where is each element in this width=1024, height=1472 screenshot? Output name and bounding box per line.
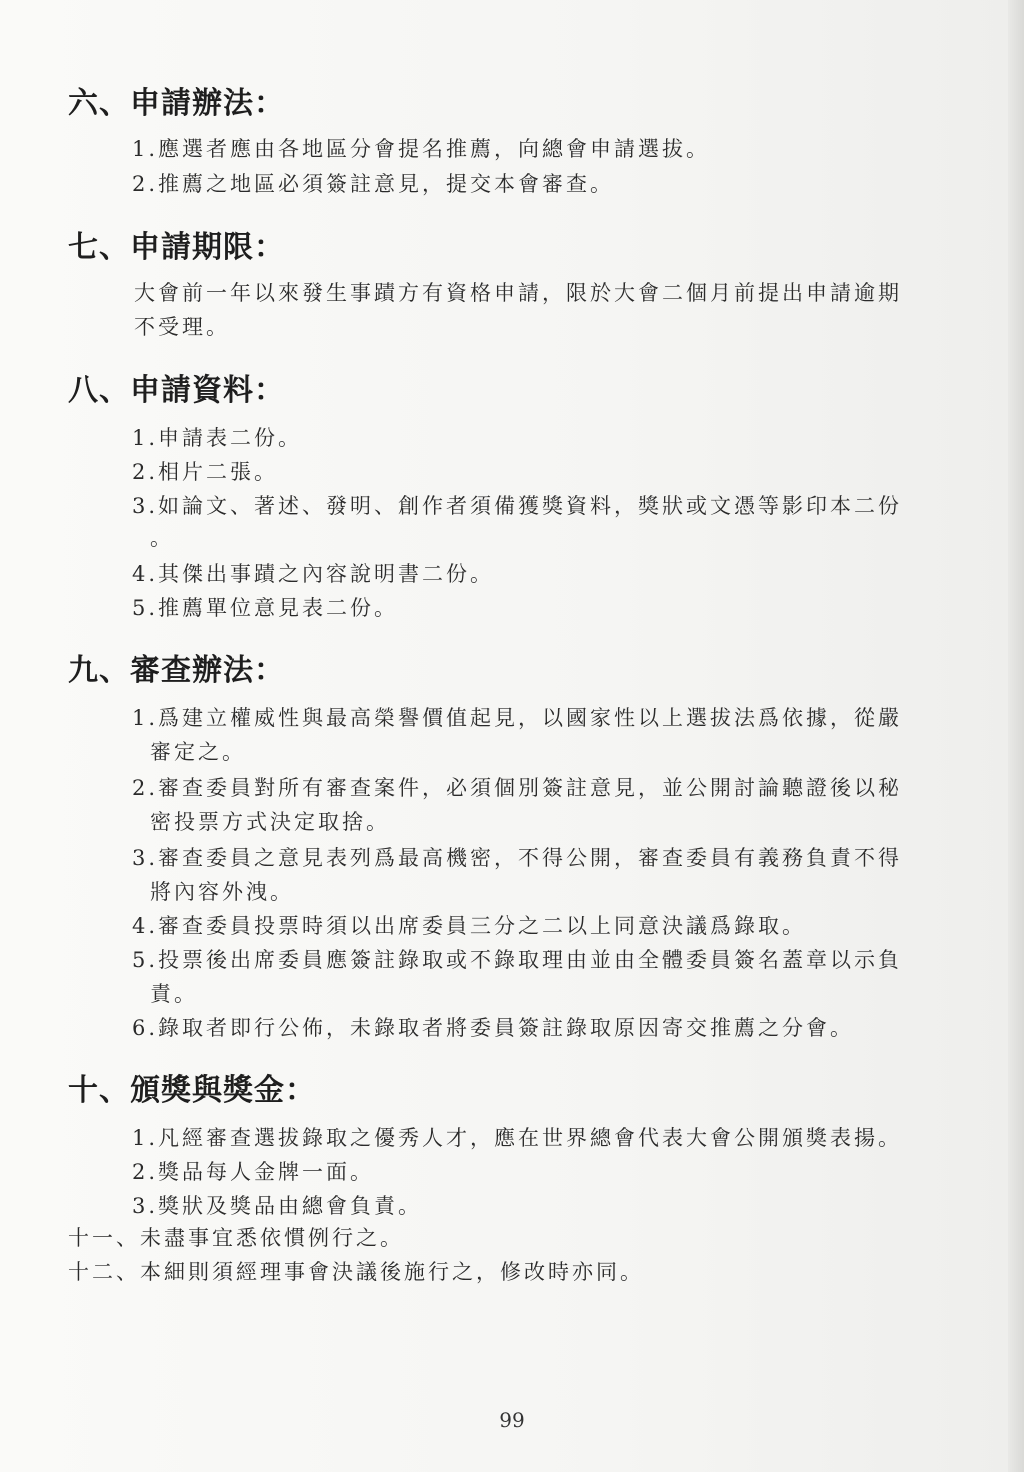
s9-item-2: 2.審查委員對所有審查案件，必須個別簽註意見，並公開討論聽證後以秘 [132,776,903,800]
s9-item-1: 1.爲建立權威性與最高榮譽價值起見，以國家性以上選拔法爲依據，從嚴 [132,706,903,730]
s9-item-3-cont: 將內容外洩。 [150,880,294,904]
s10-item-3: 3.獎狀及獎品由總會負責。 [132,1194,423,1218]
section-10-title: 十、頒獎與獎金： [68,1073,316,1108]
s10-item-2: 2.獎品每人金牌一面。 [132,1160,375,1184]
s9-item-4: 4.審查委員投票時須以出席委員三分之二以上同意決議爲錄取。 [132,914,807,938]
section-11: 十一、未盡事宜悉依慣例行之。 [68,1226,404,1250]
page-number: 99 [499,1408,525,1432]
section-7-title: 七、申請期限： [68,230,285,265]
section-9-title: 九、審查辦法： [68,653,285,688]
section-6-title: 六、申請辦法： [68,86,285,121]
s9-item-6: 6.錄取者即行公佈，未錄取者將委員簽註錄取原因寄交推薦之分會。 [132,1016,855,1040]
s8-item-4: 4.其傑出事蹟之內容說明書二份。 [132,562,495,586]
section-8-title: 八、申請資料： [68,373,285,408]
s10-item-1: 1.凡經審查選拔錄取之優秀人才，應在世界總會代表大會公開頒獎表揚。 [132,1126,903,1150]
s8-item-3-cont: 。 [150,526,174,550]
s9-item-5: 5.投票後出席委員應簽註錄取或不錄取理由並由全體委員簽名蓋章以示負 [132,948,903,972]
s6-item-2: 2.推薦之地區必須簽註意見，提交本會審查。 [132,172,615,196]
s8-item-3: 3.如論文、著述、發明、創作者須備獲獎資料，獎狀或文憑等影印本二份 [132,494,903,518]
s9-item-1-cont: 審定之。 [150,740,246,764]
s9-item-5-cont: 責。 [150,982,198,1006]
s9-item-3: 3.審查委員之意見表列爲最高機密，不得公開，審查委員有義務負責不得 [132,846,903,870]
s7-line-1: 大會前一年以來發生事蹟方有資格申請，限於大會二個月前提出申請逾期 [134,281,902,305]
page-gutter-shadow [1008,0,1024,1472]
s8-item-5: 5.推薦單位意見表二份。 [132,596,399,620]
s7-line-2: 不受理。 [134,315,230,339]
s8-item-1: 1.申請表二份。 [132,426,303,450]
s9-item-2-cont: 密投票方式決定取捨。 [150,810,390,834]
section-12: 十二、本細則須經理事會決議後施行之，修改時亦同。 [68,1260,644,1284]
s8-item-2: 2.相片二張。 [132,460,279,484]
s6-item-1: 1.應選者應由各地區分會提名推薦，向總會申請選拔。 [132,137,711,161]
